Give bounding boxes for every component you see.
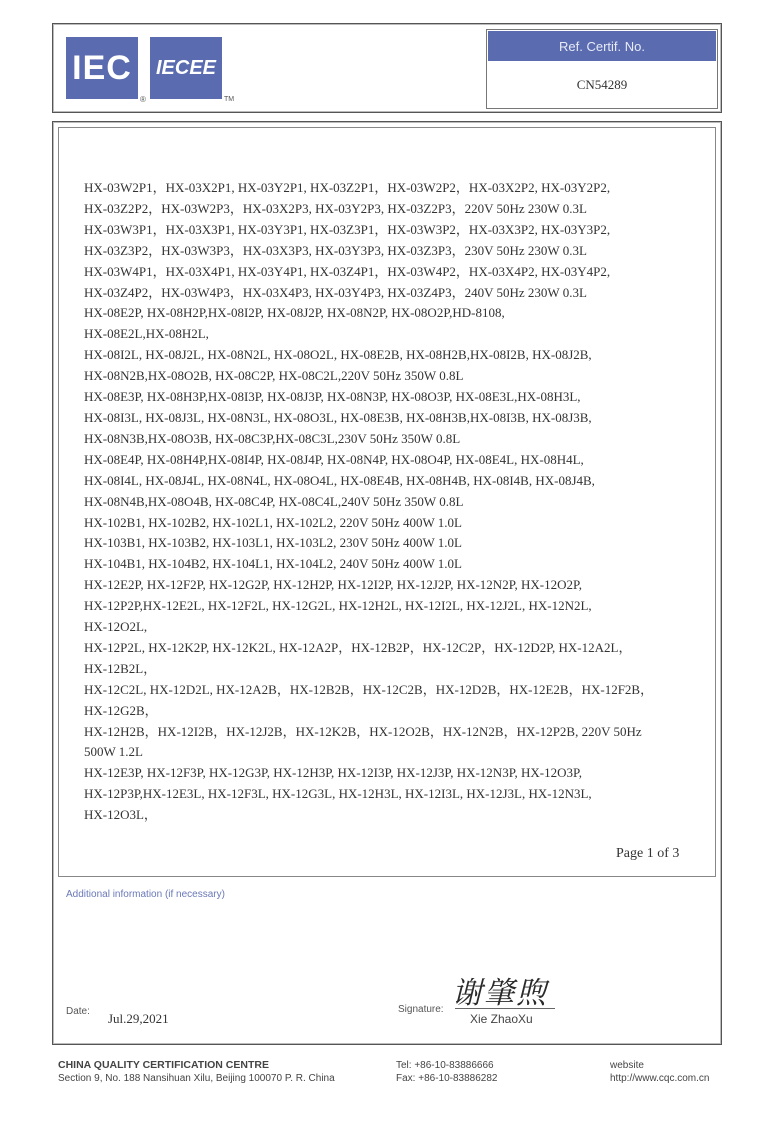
model-list-line: HX-08E4P, HX-08H4P,HX-08I4P, HX-08J4P, HX-08N4P, HX-08O4P, HX-08E4L, HX-08H4L, — [84, 451, 584, 467]
model-list-line: HX-03W3P1，HX-03X3P1, HX-03Y3P1, HX-03Z3P1，HX-03W3P2，HX-03X3P2, HX-03Y3P2, — [84, 221, 611, 237]
date-label: Date: — [66, 1006, 90, 1017]
model-list-line: HX-12E3P, HX-12F3P, HX-12G3P, HX-12H3P, HX-12I3P, HX-12J3P, HX-12N3P, HX-12O3P, — [84, 765, 583, 781]
iec-logo: IEC — [66, 37, 138, 99]
trademark-mark: TM — [224, 96, 235, 103]
ref-certificate-label: Ref. Certif. No. — [488, 31, 716, 61]
model-list-line: HX-08E2L,HX-08H2L, — [84, 326, 209, 342]
signature-line — [455, 1008, 555, 1009]
model-list-line: HX-03W2P1，HX-03X2P1, HX-03Y2P1, HX-03Z2P1，HX-03W2P2，HX-03X2P2, HX-03Y2P2, — [84, 180, 611, 195]
model-list-line: HX-103B1, HX-103B2, HX-103L1, HX-103L2, 230V 50Hz 400W 1.0L — [84, 535, 462, 551]
date-value: Jul.29,2021 — [108, 1011, 169, 1026]
model-list-line: HX-12B2L， — [84, 660, 157, 676]
model-list — [84, 178, 694, 826]
footer-tel: Tel: +86-10-83886666 — [396, 1060, 494, 1071]
model-list-line: HX-12P2P,HX-12E2L, HX-12F2L, HX-12G2L, HX-12H2L, HX-12I2L, HX-12J2L, HX-12N2L, — [84, 598, 592, 614]
model-list-line: HX-03Z3P2，HX-03W3P3，HX-03X3P3, HX-03Y3P3, HX-03Z3P3，230V 50Hz 230W 0.3L — [84, 242, 587, 258]
model-list-line: HX-08I2L, HX-08J2L, HX-08N2L, HX-08O2L, HX-08E2B, HX-08H2B,HX-08I2B, HX-08J2B, — [84, 347, 592, 363]
model-list-line: HX-12P2L, HX-12K2P, HX-12K2L, HX-12A2P，HX-12B2P，HX-12C2P，HX-12D2P, HX-12A2L， — [84, 639, 632, 655]
handwritten-signature: 谢肇煦 — [452, 976, 548, 1011]
model-list-line: HX-12H2B，HX-12I2B，HX-12J2B，HX-12K2B，HX-12O2B，HX-12N2B，HX-12P2B, 220V 50Hz — [84, 723, 642, 739]
model-list-line: HX-08N2B,HX-08O2B, HX-08C2P, HX-08C2L,220V 50Hz 350W 0.8L — [84, 368, 464, 384]
model-list-line: HX-08N3B,HX-08O3B, HX-08C3P,HX-08C3L,230V 50Hz 350W 0.8L — [84, 430, 461, 446]
footer-web-link[interactable]: http://www.cqc.com.cn — [610, 1073, 710, 1084]
footer-web-label: website — [610, 1060, 644, 1071]
ref-certificate-number: CN54289 — [576, 76, 628, 92]
model-list-line: HX-12O2L, — [84, 619, 148, 635]
model-list-line: HX-12G2B， — [84, 702, 158, 718]
footer-org-name: CHINA QUALITY CERTIFICATION CENTRE — [58, 1059, 269, 1071]
page-number: Page 1 of 3 — [616, 846, 680, 861]
footer-org-address: Section 9, No. 188 Nansihuan Xilu, Beijing 100070 P. R. China — [58, 1073, 335, 1084]
model-list-line: HX-12P3P,HX-12E3L, HX-12F3L, HX-12G3L, HX-12H3L, HX-12I3L, HX-12J3L, HX-12N3L, — [84, 786, 592, 802]
model-list-line: HX-104B1, HX-104B2, HX-104L1, HX-104L2, 240V 50Hz 400W 1.0L — [84, 556, 462, 572]
footer-organization — [58, 1059, 335, 1085]
model-list-line: HX-102B1, HX-102B2, HX-102L1, HX-102L2, 220V 50Hz 400W 1.0L — [84, 514, 462, 530]
model-list-line: HX-03W4P1，HX-03X4P1, HX-03Y4P1, HX-03Z4P1，HX-03W4P2，HX-03X4P2, HX-03Y4P2, — [84, 263, 611, 279]
model-list-line: HX-12E2P, HX-12F2P, HX-12G2P, HX-12H2P, HX-12I2P, HX-12J2P, HX-12N2P, HX-12O2P, — [84, 577, 583, 593]
model-list-line: HX-12C2L, HX-12D2L, HX-12A2B，HX-12B2B，HX-12C2B，HX-12D2B，HX-12E2B，HX-12F2B， — [84, 681, 654, 697]
model-list-line: HX-08E3P, HX-08H3P,HX-08I3P, HX-08J3P, HX-08N3P, HX-08O3P, HX-08E3L,HX-08H3L, — [84, 389, 581, 405]
footer-contact — [396, 1059, 497, 1085]
model-list-line: HX-03Z2P2，HX-03W2P3，HX-03X2P3, HX-03Y2P3, HX-03Z2P3，220V 50Hz 230W 0.3L — [84, 200, 587, 216]
model-list-line: HX-08I4L, HX-08J4L, HX-08N4L, HX-08O4L, HX-08E4B, HX-08H4B, HX-08I4B, HX-08J4B, — [84, 472, 595, 488]
model-list-line: HX-08E2P, HX-08H2P,HX-08I2P, HX-08J2P, HX-08N2P, HX-08O2P,HD-8108, — [84, 305, 505, 321]
iecee-logo: IECEE — [150, 37, 222, 99]
registered-mark: ® — [140, 95, 146, 104]
model-list-line: HX-03Z4P2，HX-03W4P3，HX-03X4P3, HX-03Y4P3, HX-03Z4P3，240V 50Hz 230W 0.3L — [84, 284, 587, 300]
model-list-line: HX-08I3L, HX-08J3L, HX-08N3L, HX-08O3L, HX-08E3B, HX-08H3B,HX-08I3B, HX-08J3B, — [84, 409, 592, 425]
footer-fax: Fax: +86-10-83886282 — [396, 1073, 498, 1084]
signature-label: Signature: — [398, 1004, 444, 1015]
model-list-line: HX-08N4B,HX-08O4B, HX-08C4P, HX-08C4L,240V 50Hz 350W 0.8L — [84, 493, 464, 509]
signatory-name: Xie ZhaoXu — [470, 1012, 533, 1026]
model-list-line: 500W 1.2L — [84, 744, 143, 760]
model-list-line: HX-12O3L， — [84, 807, 157, 823]
footer-website — [610, 1059, 709, 1085]
additional-info-label: Additional information (if necessary) — [66, 889, 225, 900]
